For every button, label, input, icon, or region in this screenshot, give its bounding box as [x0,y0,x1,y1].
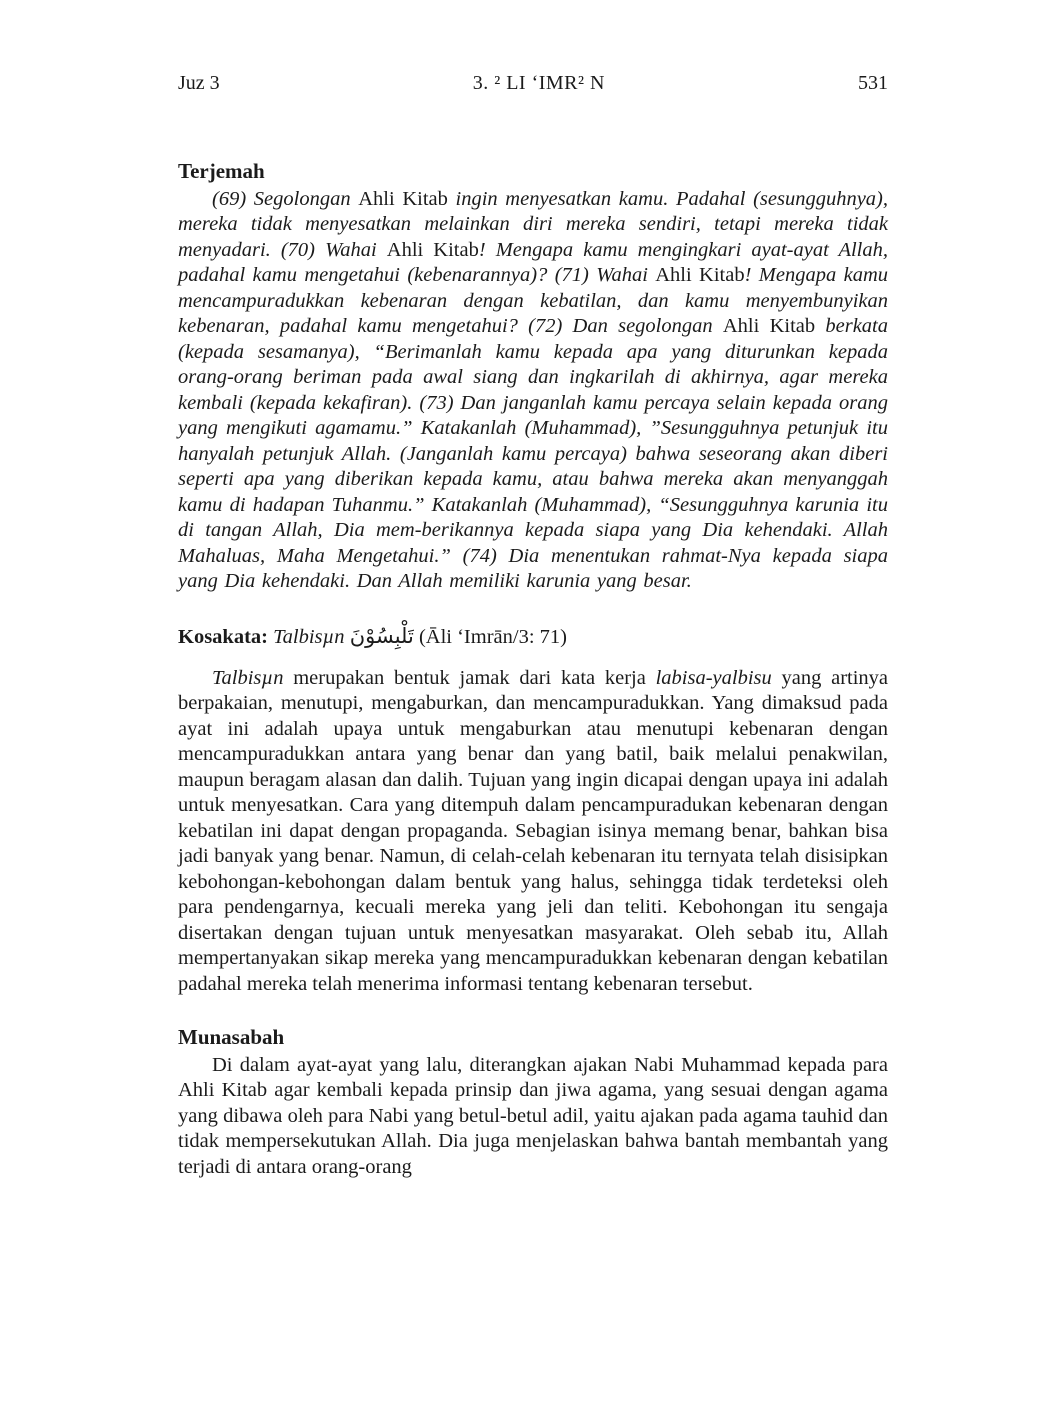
surah-title: 3. ² LI ‘IMR² N [472,72,605,94]
arabic-word: تَلْبِسُوْنَ [349,623,414,648]
terjemah-paragraph: (69) Segolongan Ahli Kitab ingin menyesatkan kamu. Padahal (sesungguhnya), mereka tidak menyesatkan melainkan diri mereka sendiri, tetapi mereka tidak menyadari. (70) Wahai Ahli Kitab! Mengapa kamu mengingkari ayat-ayat Allah, padahal kamu mengetahui (kebenarannya)? (71) Wahai Ahli Kitab! Mengapa kamu mencampuradukkan kebenaran dengan kebatilan, dan kamu menyembunyikan kebenaran, padahal kamu mengetahui? (72) Dan segolongan Ahli Kitab berkata (kepada sesamanya), “Berimanlah kamu kepada apa yang diturunkan kepada orang-orang beriman pada awal siang dan ingkarilah di akhirnya, agar mereka kembali (kepada kekafiran). (73) Dan janganlah kamu percaya selain kepada orang yang mengikuti agamamu.” Katakanlah (Muhammad), ”Sesungguhnya petunjuk itu hanyalah petunjuk Allah. (Janganlah kamu percaya) bahwa seseorang akan diberi seperti apa yang diberikan kepada kamu, atau bahwa mereka akan menyanggah kamu di hadapan Tuhanmu.” Katakanlah (Muhammad), “Sesungguhnya karunia itu di tangan Allah, Dia mem-berikannya kepada siapa yang Dia kehendaki. Allah Mahaluas, Maha Mengetahui.” (74) Dia menentukan rahmat-Nya kepada siapa yang Dia kehendaki. Dan Allah memiliki karunia yang besar. [178,187,889,592]
terjemah-heading: Terjemah [178,159,265,183]
kosakata-heading: Kosakata: Talbisµn تَلْبِسُوْنَ (Āli ‘Imrān/3: 71) [178,623,567,648]
juz-label: Juz 3 [178,72,220,94]
page-header [178,72,888,95]
page-number: 531 [858,72,888,94]
munasabah-paragraph: Di dalam ayat-ayat yang lalu, diterangkan ajakan Nabi Muhammad kepada para Ahli Kitab agar kembali kepada prinsip dan jiwa agama, yang sesuai dengan agama yang dibawa oleh para Nabi yang betul-betul adil, yaitu ajakan pada agama tauhid dan tidak mempersekutukan Allah. Dia juga menjelaskan bahwa bantah membantah yang terjadi di antara orang-orang [178,1053,888,1178]
munasabah-heading: Munasabah [178,1025,285,1049]
kosakata-paragraph: Talbisµn merupakan bentuk jamak dari kata kerja labisa-yalbisu yang artinya berpakaian, menutupi, mengaburkan, dan mencampuradukkan. Yang dimaksud pada ayat ini adalah upaya untuk mengaburkan atau menutupi kebenaran dengan mencampuradukkan antara yang benar dan yang batil, baik melalui penakwilan, maupun beragam alasan dan dalih. Tujuan yang ingin dicapai dengan upaya ini adalah untuk menyesatkan. Cara yang ditempuh dalam pencampuradukan kebenaran dengan kebatilan ini dapat dengan propaganda. Sebagian isinya memang benar, bahkan bisa jadi banyak yang benar. Namun, di celah-celah kebenaran itu ternyata telah disisipkan kebohongan-kebohongan dalam bentuk yang halus, sehingga tidak terdeteksi oleh para pendengarnya, kecuali mereka yang jeli dan teliti. Kebohongan itu sengaja disertakan dengan tujuan untuk menyesatkan masyarakat. Oleh sebab itu, Allah mempertanyakan sikap mereka yang mencampuradukkan kebenaran dengan kebatilan padahal mereka telah menerima informasi tentang kebenaran tersebut. [178,666,889,995]
